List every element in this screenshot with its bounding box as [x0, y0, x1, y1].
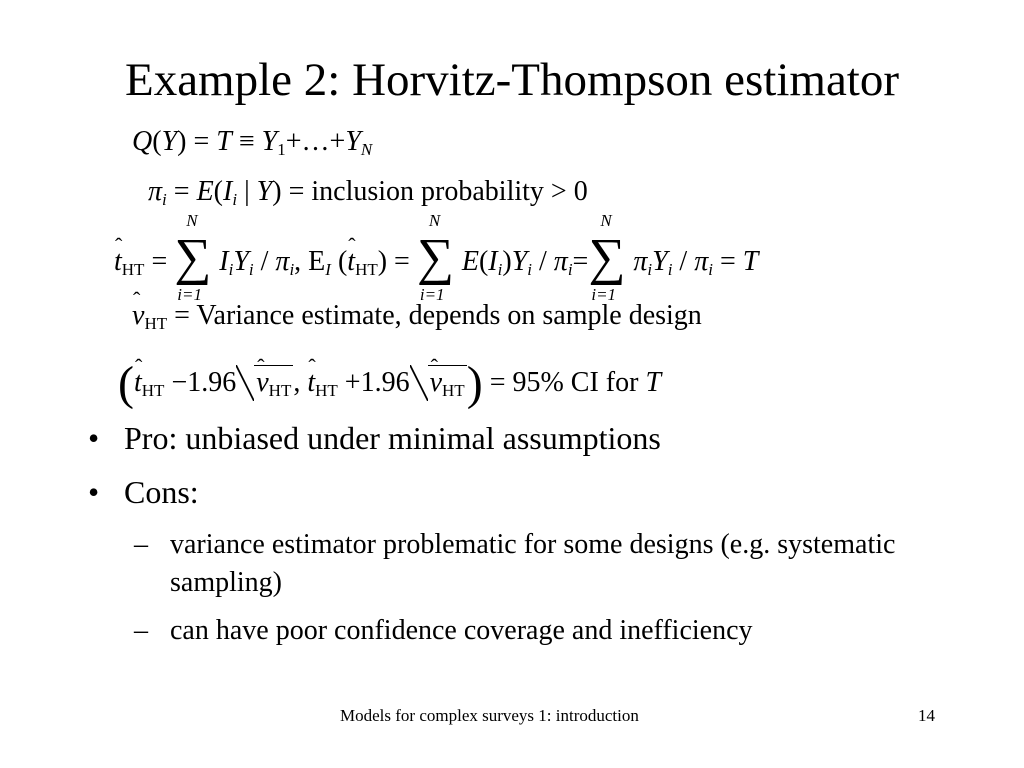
sub-bullet-item: – variance estimator problematic for some designs (e.g. systematic sampling) — [134, 526, 968, 602]
slide-title: Example 2: Horvitz-Thompson estimator — [124, 54, 900, 106]
dash-icon: – — [134, 529, 148, 560]
dash-icon: – — [134, 615, 148, 646]
sum-symbol: N ∑ i=1 — [174, 211, 212, 304]
sum-symbol: N ∑ i=1 — [416, 211, 454, 304]
bullet-dot-icon: • — [88, 420, 100, 456]
page-number: 14 — [918, 706, 935, 725]
sum-symbol: N ∑ i=1 — [588, 211, 626, 304]
formula-confidence-interval: (ˆ $t_{HT}$ −1.96ˆ $v_{HT}$, ˆ $t_{HT}$ +1.96ˆ $v_{HT}) = 95\%$ CI for T — [118, 360, 661, 408]
sub-bullet-item: – can have poor confidence coverage and inefficiency — [134, 612, 968, 650]
bullet-item: • Pro: unbiased under minimal assumptions — [88, 420, 661, 456]
formula-total: $Q(Y) = T \equiv Y_1+\dots+Y_N$ — [132, 126, 373, 159]
footer-text: Models for complex surveys 1: introduction — [340, 706, 639, 725]
formula-inclusion-probability: $\pi_i = E(I_i$ | Y) = inclusion probability > 0 — [148, 176, 588, 209]
bullet-dot-icon: • — [88, 474, 100, 510]
formula-ht-estimator: ˆ $t_{HT}$ = N ∑ i=1 $I_iY_i / \pi_i$, $E_I$ (ˆ $t_{HT}$) = N ∑ i=1 $E(I_i)Y_i / \pi_i=$ N ∑ i=1 $\pi_iY_i / \pi_i = T$ — [114, 240, 758, 280]
sqrt-symbol: ˆ $v_{HT}$ — [428, 365, 467, 397]
sqrt-symbol: ˆ $v_{HT}$ — [254, 365, 293, 397]
bullet-list — [88, 418, 968, 660]
formula-variance-estimate: ˆ $v_{HT}$ = Variance estimate, depends on sample design — [132, 302, 702, 330]
bullet-item: • Cons: — [88, 474, 199, 510]
